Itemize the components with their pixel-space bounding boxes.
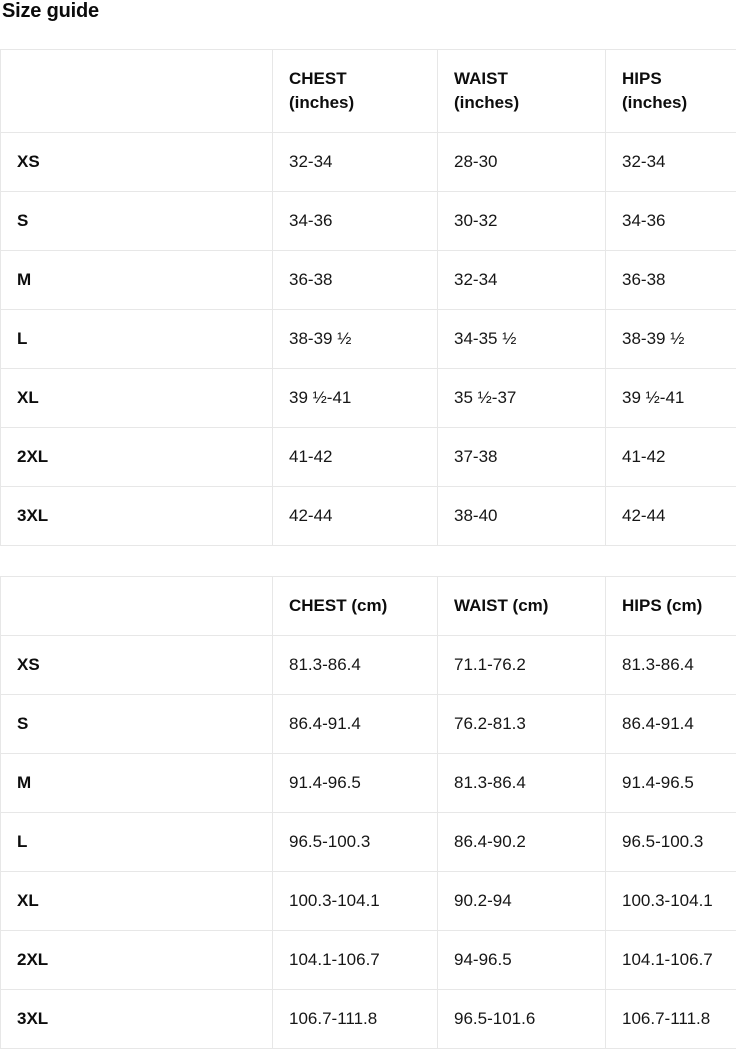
column-header-waist-inches — [438, 50, 606, 133]
waist-value: 76.2-81.3 — [438, 695, 606, 754]
table-row — [1, 813, 736, 872]
size-label: XS — [1, 133, 273, 192]
page-title: Size guide — [2, 0, 99, 22]
size-label: L — [1, 813, 273, 872]
column-header-hips-cm — [606, 577, 736, 636]
chest-value: 86.4-91.4 — [273, 695, 438, 754]
hips-value: 32-34 — [606, 133, 736, 192]
table-row — [1, 310, 736, 369]
chest-value: 104.1-106.7 — [273, 931, 438, 990]
table-row — [1, 636, 736, 695]
chest-value: 100.3-104.1 — [273, 872, 438, 931]
waist-value: 37-38 — [438, 428, 606, 487]
chest-value: 39 ½-41 — [273, 369, 438, 428]
column-header-label: HIPS — [622, 69, 662, 88]
waist-value: 96.5-101.6 — [438, 990, 606, 1049]
hips-value: 96.5-100.3 — [606, 813, 736, 872]
chest-value: 91.4-96.5 — [273, 754, 438, 813]
table-row — [1, 428, 736, 487]
waist-value: 94-96.5 — [438, 931, 606, 990]
size-label: 2XL — [1, 428, 273, 487]
waist-value: 86.4-90.2 — [438, 813, 606, 872]
waist-value: 30-32 — [438, 192, 606, 251]
column-header-chest-inches — [273, 50, 438, 133]
table-row — [1, 133, 736, 192]
size-label: 3XL — [1, 487, 273, 546]
size-label: 3XL — [1, 990, 273, 1049]
table-row — [1, 931, 736, 990]
empty-header-cell — [1, 577, 273, 636]
size-table-inches — [0, 49, 736, 546]
hips-value: 86.4-91.4 — [606, 695, 736, 754]
hips-value: 39 ½-41 — [606, 369, 736, 428]
chest-value: 42-44 — [273, 487, 438, 546]
table-row — [1, 251, 736, 310]
chest-value: 36-38 — [273, 251, 438, 310]
size-table-inches-container — [0, 49, 736, 546]
column-header-waist-cm — [438, 577, 606, 636]
column-header-label: HIPS (cm) — [622, 596, 703, 615]
size-label: XL — [1, 872, 273, 931]
waist-value: 90.2-94 — [438, 872, 606, 931]
column-header-unit: (inches) — [289, 93, 355, 112]
size-label: XL — [1, 369, 273, 428]
chest-value: 38-39 ½ — [273, 310, 438, 369]
hips-value: 104.1-106.7 — [606, 931, 736, 990]
chest-value: 32-34 — [273, 133, 438, 192]
hips-value: 36-38 — [606, 251, 736, 310]
size-table-cm — [0, 576, 736, 1049]
hips-value: 34-36 — [606, 192, 736, 251]
hips-value: 41-42 — [606, 428, 736, 487]
chest-value: 34-36 — [273, 192, 438, 251]
size-label: L — [1, 310, 273, 369]
column-header-chest-cm — [273, 577, 438, 636]
table-row — [1, 695, 736, 754]
column-header-label: CHEST (cm) — [289, 596, 388, 615]
size-table-cm-container — [0, 576, 736, 1049]
column-header-label: CHEST — [289, 69, 347, 88]
chest-value: 41-42 — [273, 428, 438, 487]
empty-header-cell — [1, 50, 273, 133]
waist-value: 34-35 ½ — [438, 310, 606, 369]
column-header-label: WAIST — [454, 69, 508, 88]
column-header-unit: (inches) — [622, 93, 688, 112]
waist-value: 35 ½-37 — [438, 369, 606, 428]
waist-value: 32-34 — [438, 251, 606, 310]
header-row — [1, 50, 736, 133]
hips-value: 42-44 — [606, 487, 736, 546]
table-row — [1, 872, 736, 931]
size-label: XS — [1, 636, 273, 695]
header-row — [1, 577, 736, 636]
hips-value: 91.4-96.5 — [606, 754, 736, 813]
chest-value: 81.3-86.4 — [273, 636, 438, 695]
table-row — [1, 192, 736, 251]
waist-value: 28-30 — [438, 133, 606, 192]
size-label: 2XL — [1, 931, 273, 990]
size-label: S — [1, 695, 273, 754]
size-label: S — [1, 192, 273, 251]
chest-value: 96.5-100.3 — [273, 813, 438, 872]
hips-value: 100.3-104.1 — [606, 872, 736, 931]
table-row — [1, 990, 736, 1049]
hips-value: 106.7-111.8 — [606, 990, 736, 1049]
column-header-label: WAIST (cm) — [454, 596, 549, 615]
hips-value: 81.3-86.4 — [606, 636, 736, 695]
size-label: M — [1, 251, 273, 310]
waist-value: 71.1-76.2 — [438, 636, 606, 695]
column-header-hips-inches — [606, 50, 736, 133]
waist-value: 38-40 — [438, 487, 606, 546]
table-row — [1, 487, 736, 546]
waist-value: 81.3-86.4 — [438, 754, 606, 813]
size-label: M — [1, 754, 273, 813]
column-header-unit: (inches) — [454, 93, 520, 112]
table-row — [1, 754, 736, 813]
table-row — [1, 369, 736, 428]
hips-value: 38-39 ½ — [606, 310, 736, 369]
chest-value: 106.7-111.8 — [273, 990, 438, 1049]
